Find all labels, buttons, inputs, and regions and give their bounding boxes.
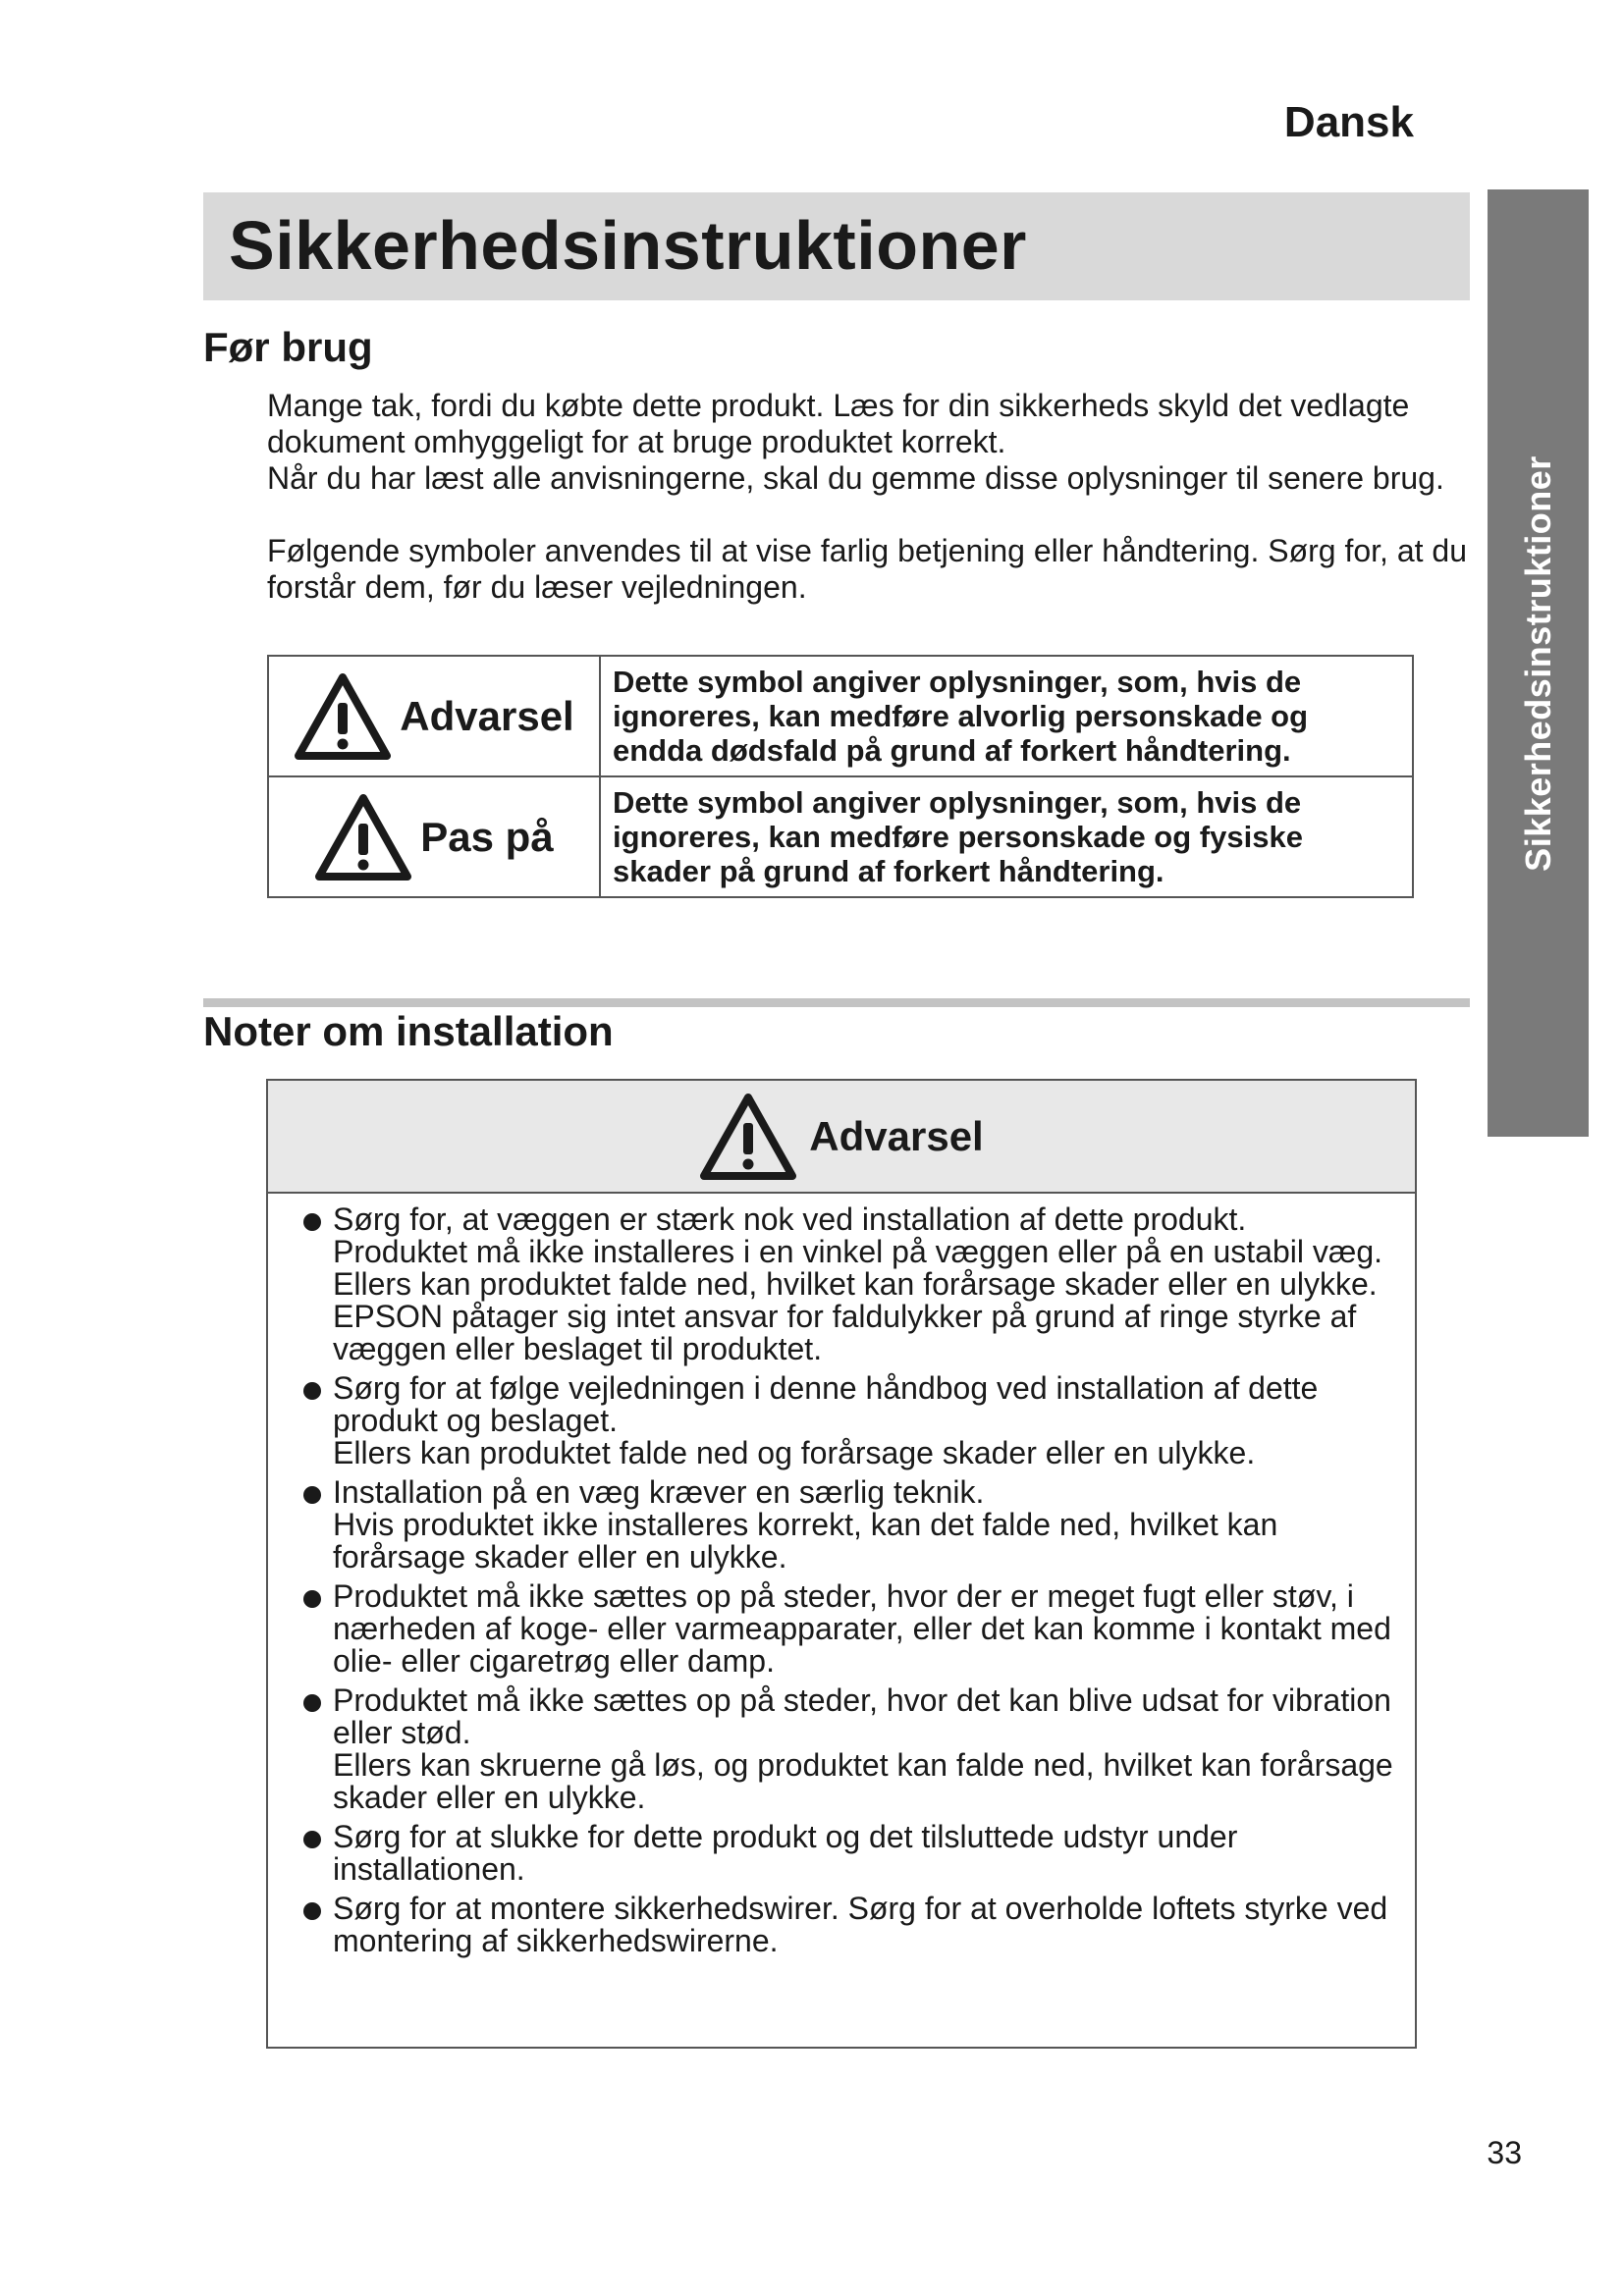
list-item-line: Ellers kan skruerne gå løs, og produktet kan falde ned, hvilket kan forårsage skader eller en ulykke. (333, 1747, 1393, 1815)
list-item-line: Produktet må ikke sættes op på steder, hvor der er meget fugt eller støv, i nærheden af koge- eller varmeapparater, eller det kan komme i kontakt med olie- eller cigaretrøg eller damp. (333, 1578, 1391, 1679)
list-item (307, 1203, 1395, 1365)
list-item-line: Produktet må ikke sættes op på steder, hvor det kan blive udsat for vibration eller stød. (333, 1682, 1391, 1750)
installation-heading: Noter om installation (203, 1008, 614, 1054)
side-tab (1488, 189, 1589, 1137)
list-item-line: Sørg for at slukke for dette produkt og det tilsluttede udstyr under installationen. (333, 1819, 1238, 1887)
before-use-paragraph-2: Når du har læst alle anvisningerne, skal du gemme disse oplysninger til senere brug. (267, 460, 1444, 496)
list-item-line: EPSON påtager sig intet ansvar for faldulykker på grund af ringe styrke af væggen eller beslaget til produktet. (333, 1299, 1357, 1366)
list-item-line: Produktet må ikke installeres i en vinkel på væggen eller på en ustabil væg. (333, 1234, 1383, 1269)
warning-triangle-icon (314, 792, 412, 882)
list-item-line: Sørg for at følge vejledningen i denne håndbog ved installation af dette produkt og beslaget. (333, 1370, 1319, 1438)
list-item (307, 1476, 1395, 1574)
before-use-paragraph-1: Mange tak, fordi du købte dette produkt. Læs for din sikkerheds skyld det vedlagte dokument omhyggeligt for at bruge produktet korrekt. (267, 388, 1410, 459)
before-use-paragraph-3: Følgende symboler anvendes til at vise farlig betjening eller håndtering. Sørg for, at du forstår dem, før du læser vejledningen. (267, 533, 1467, 605)
list-item-line: Installation på en væg kræver en særlig teknik. (333, 1474, 985, 1510)
symbol-label: Advarsel (400, 692, 574, 739)
symbol-description: Dette symbol angiver oplysninger, som, hvis de ignoreres, kan medføre alvorlig personskade og endda dødsfald på grund af forkert håndtering. (600, 656, 1413, 776)
warning-box-header (268, 1081, 1415, 1194)
installation-list (268, 1194, 1415, 1957)
symbol-row-warning (268, 656, 1413, 776)
warning-triangle-icon (294, 671, 392, 762)
symbol-label-cell (268, 776, 600, 897)
warning-box-label: Advarsel (809, 1112, 984, 1159)
side-tab-label: Sikkerhedsinstruktioner (1517, 454, 1558, 872)
before-use-heading: Før brug (203, 324, 373, 370)
list-item-line: Hvis produktet ikke installeres korrekt, kan det falde ned, hvilket kan forårsage skader eller en ulykke. (333, 1507, 1278, 1575)
list-item (307, 1821, 1395, 1886)
symbol-description: Dette symbol angiver oplysninger, som, hvis de ignoreres, kan medføre personskade og fysiske skader på grund af forkert håndtering. (600, 776, 1413, 897)
page-title: Sikkerhedsinstruktioner (229, 207, 1027, 284)
list-item (307, 1372, 1395, 1469)
list-item (307, 1893, 1395, 1957)
list-item (307, 1580, 1395, 1678)
list-item-line: Sørg for at montere sikkerhedswirer. Sørg for at overholde loftets styrke ved montering af sikkerhedswirerne. (333, 1891, 1388, 1958)
list-item-line: Ellers kan produktet falde ned og forårsage skader eller en ulykke. (333, 1435, 1256, 1470)
language-label: Dansk (1283, 98, 1414, 146)
installation-warning-box (266, 1079, 1417, 2049)
symbol-table (267, 655, 1414, 898)
list-item-line: Ellers kan produktet falde ned, hvilket kan forårsage skader eller en ulykke. (333, 1266, 1378, 1302)
symbol-label: Pas på (420, 813, 554, 860)
warning-triangle-icon (699, 1092, 797, 1182)
list-item-line: Sørg for, at væggen er stærk nok ved installation af dette produkt. (333, 1201, 1247, 1237)
symbol-row-caution (268, 776, 1413, 897)
before-use-text (267, 388, 1470, 606)
list-item (307, 1684, 1395, 1814)
page-number: 33 (1487, 2135, 1522, 2170)
title-band (203, 192, 1470, 300)
section-divider (203, 998, 1470, 1007)
symbol-label-cell (268, 656, 600, 776)
